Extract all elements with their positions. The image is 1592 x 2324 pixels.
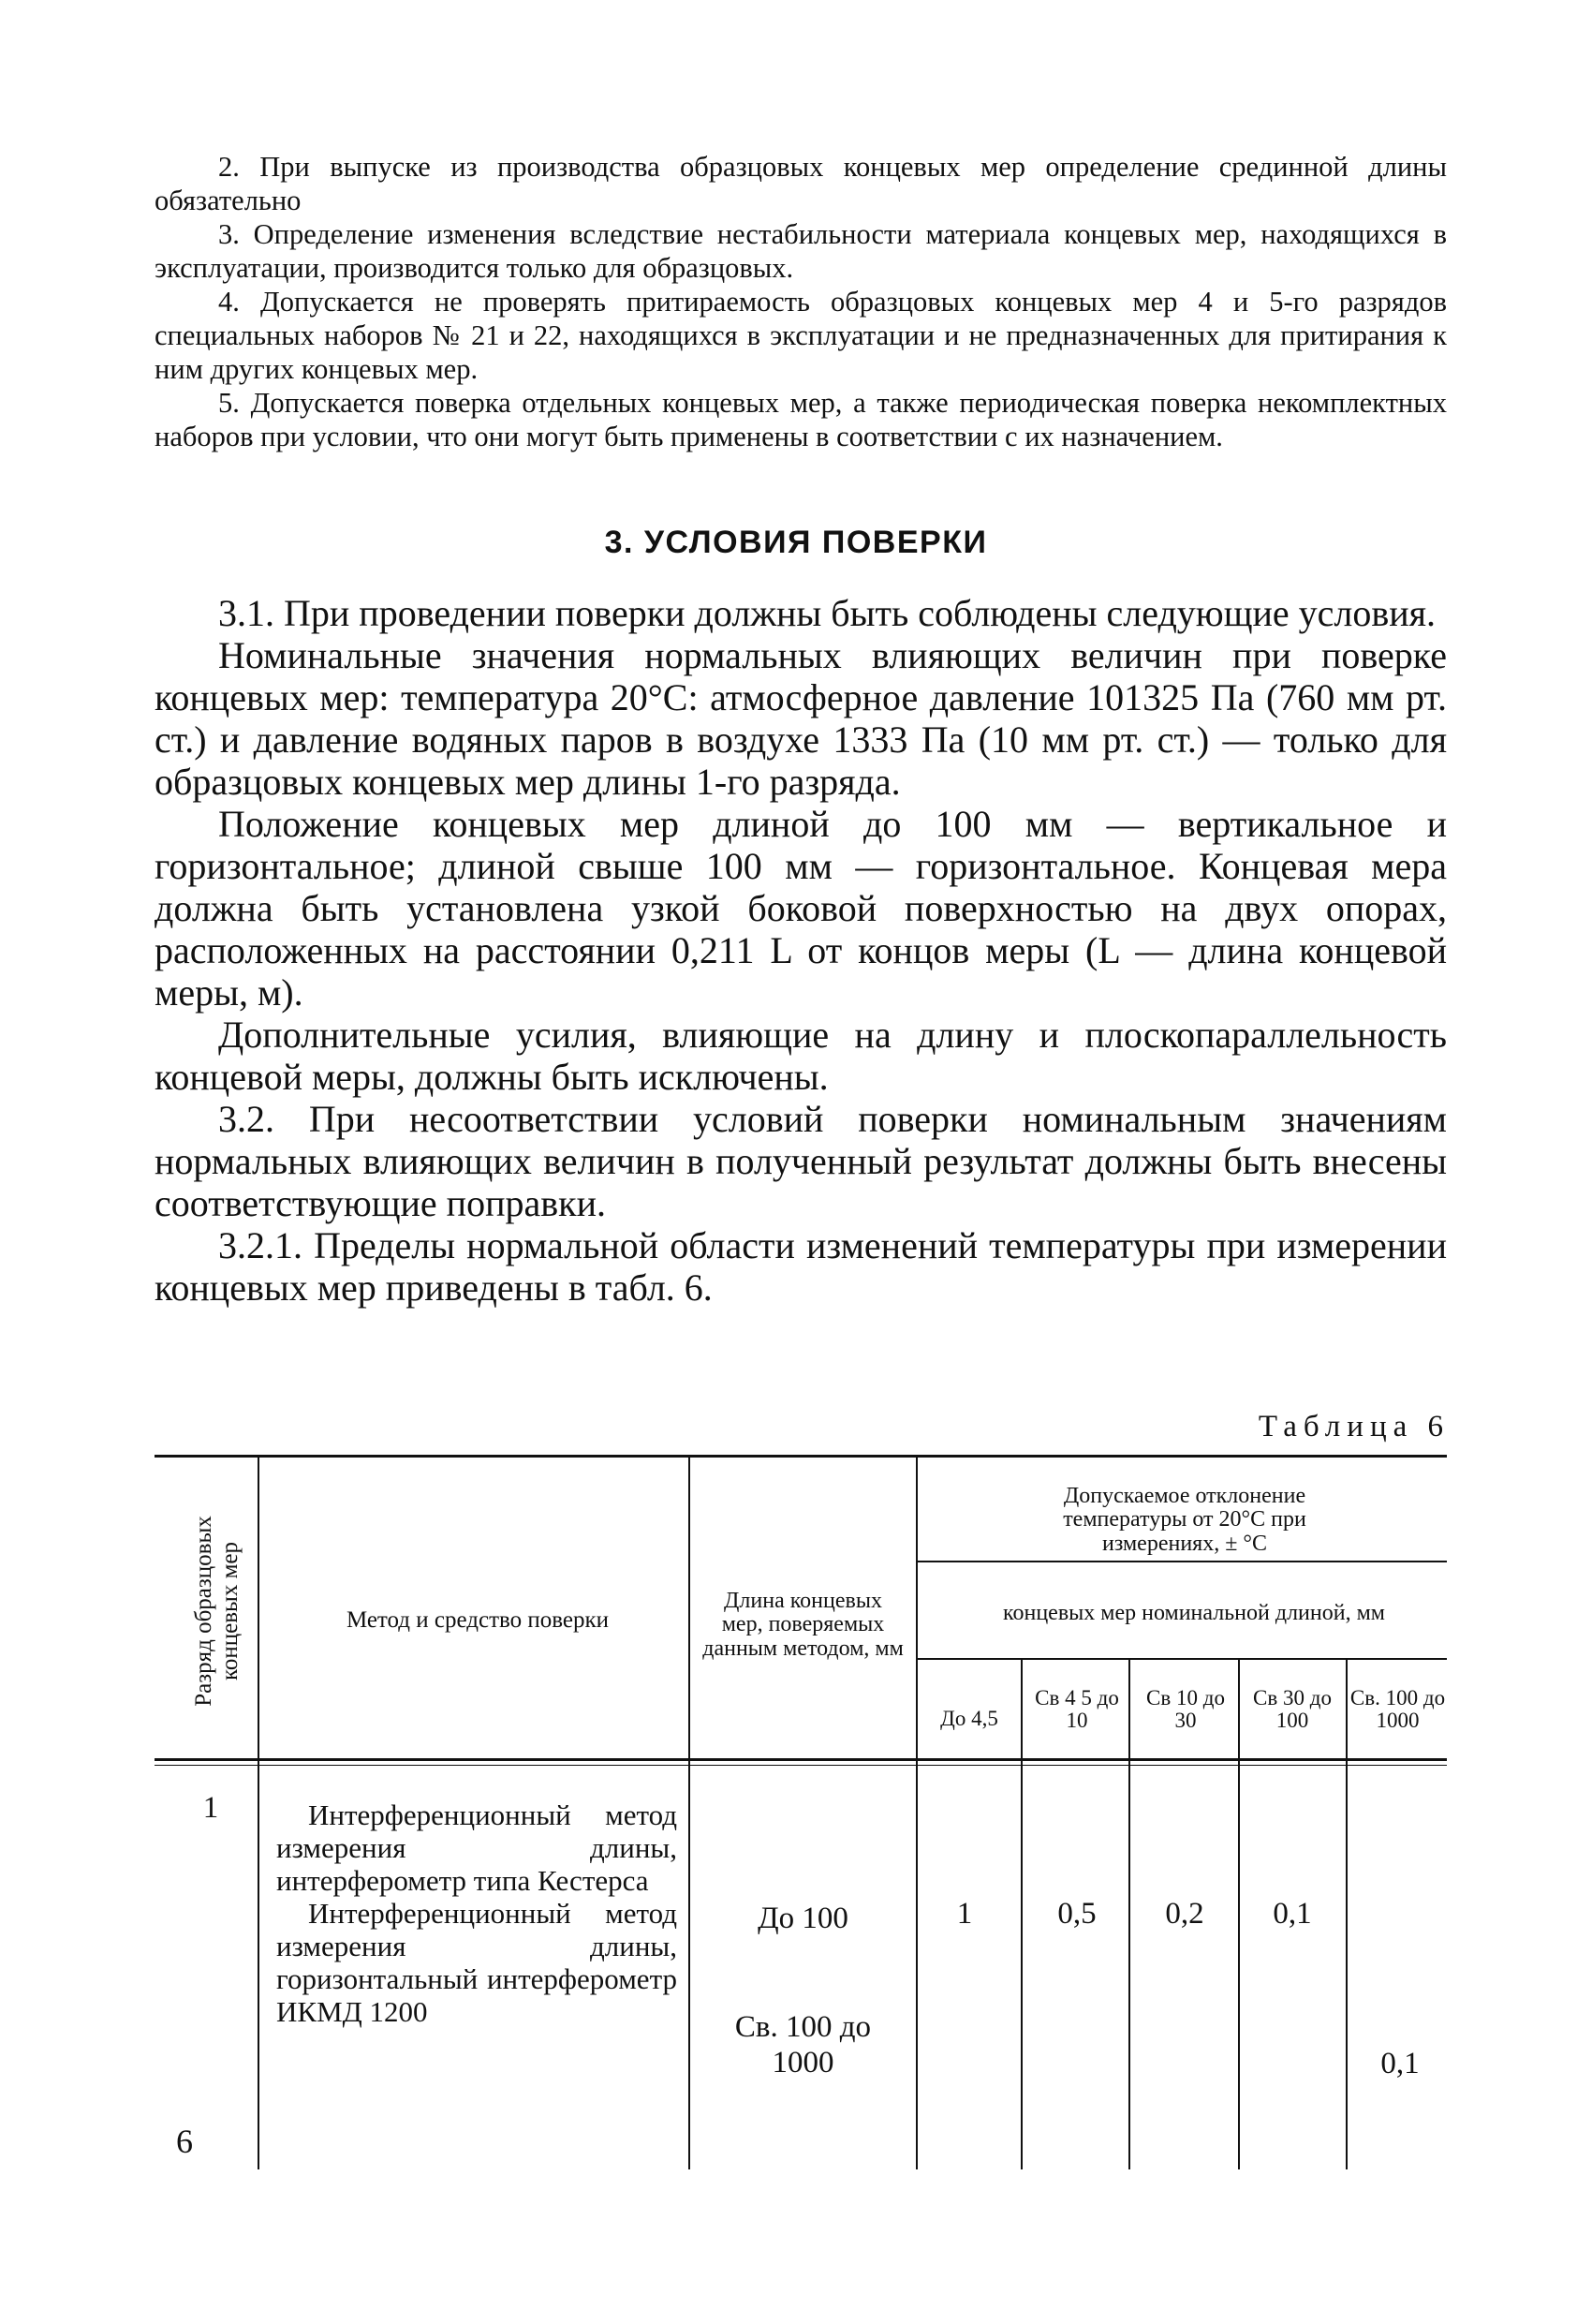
- header-range-1: До 4,5: [940, 1706, 998, 1730]
- header-range-3: Св 10 до 30: [1146, 1685, 1225, 1732]
- section-title: 3. УСЛОВИЯ ПОВЕРКИ: [604, 525, 988, 560]
- note-3: 3. Определение изменения вследствие нестабильности материала концевых мер, находящихся в эксплуатации, производится только для образцовых.: [155, 218, 1447, 284]
- note-2: 2. При выпуске из производства образцовых концевых мер определение срединной длины обязательно: [155, 151, 1447, 216]
- note-4: 4. Допускается не проверять притираемость образцовых концевых мер 4 и 5-го разрядов специальных наборов № 21 и 22, находящихся в эксплуатации и не предназначенных для притирания к ним других концевых мер.: [155, 286, 1447, 385]
- col-sep-5: [1128, 1658, 1130, 2169]
- paragraph-nominal-values: Номинальные значения нормальных влияющих величин при поверке концевых мер: температура 20°С: атмосферное давление 101325 Па (760 мм рт. ст.) и давление водяных паров в воздухе 1333 Па (10 мм рт. ст.) — только для образцовых концевых мер длины 1-го разряда.: [155, 634, 1447, 803]
- method-2: Интерференционный метод измерения длины, горизонтальный интерферометр ИКМД 1200: [276, 1897, 677, 2028]
- note-5: 5. Допускается поверка отдельных концевых мер, а также периодическая поверка некомплектных наборов при условии, что они могут быть применены в соответствии с их назначением.: [155, 387, 1447, 452]
- table-caption: Таблица 6: [1258, 1410, 1450, 1443]
- value-4-5-to-10: 0,5: [1057, 1897, 1097, 1931]
- page-number: 6: [176, 2123, 193, 2160]
- col-sep-3: [916, 1458, 918, 2169]
- value-100-to-1000: 0,1: [1380, 2047, 1420, 2080]
- header-deviation: Допускаемое отклонение температуры от 20°С при измерениях, ± °С: [1063, 1484, 1306, 1556]
- header-nominal: концевых мер номинальной длиной, мм: [1003, 1601, 1385, 1626]
- col-sep-6: [1238, 1658, 1240, 2169]
- notes-block: [155, 150, 1447, 453]
- paragraph-3-2: 3.2. При несоответствии условий поверки номинальным значениям нормальных влияющих величин в полученный результат должны быть внесены соответствующие поправки.: [155, 1098, 1447, 1224]
- paragraph-3-2-1: 3.2.1. Пределы нормальной области изменений температуры при измерении концевых мер приведены в табл. 6.: [155, 1224, 1447, 1309]
- value-30-to-100: 0,1: [1273, 1897, 1312, 1931]
- row-rank: 1: [202, 1791, 219, 1825]
- paragraph-position: Положение концевых мер длиной до 100 мм — вертикальное и горизонтальное; длиной свыше 100 мм — горизонтальное. Концевая мера должна быть установлена узкой боковой поверхностью на двух опорах, расположенных на расстоянии 0,211 L от концов меры (L — длина концевой меры, м).: [155, 803, 1447, 1014]
- nominal-rule: [916, 1658, 1447, 1660]
- table-top-rule: [155, 1455, 1447, 1458]
- method-1: Интерференционный метод измерения длины, интерферометр типа Кестерса: [276, 1799, 677, 1897]
- header-range-2: Св 4 5 до 10: [1035, 1685, 1119, 1732]
- table-header-rule: [155, 1758, 1447, 1761]
- paragraph-3-1: 3.1. При проведении поверки должны быть соблюдены следующие условия.: [218, 592, 1437, 634]
- value-upto-4-5: 1: [956, 1897, 973, 1931]
- header-length: Длина концевых мер, поверяемых данным методом, мм: [702, 1589, 904, 1661]
- length-2: Св. 100 до 1000: [734, 2010, 872, 2080]
- header-method: Метод и средство поверки: [346, 1606, 610, 1633]
- row-methods: [276, 1799, 677, 2028]
- header-range-4: Св 30 до 100: [1253, 1685, 1332, 1732]
- paragraph-additional-forces: Дополнительные усилия, влияющие на длину и плоскопараллельность концевой меры, должны быть исключены.: [155, 1014, 1447, 1098]
- col-sep-2: [688, 1458, 690, 2169]
- value-10-to-30: 0,2: [1165, 1897, 1204, 1931]
- col-sep-7: [1346, 1658, 1348, 2169]
- length-1: До 100: [758, 1902, 848, 1935]
- header-rank: Разряд образцовых концевых мер: [191, 1516, 243, 1707]
- header-range-5: Св. 100 до 1000: [1349, 1685, 1446, 1732]
- body-text: [155, 592, 1447, 1309]
- table-header-rule-2: [155, 1765, 1447, 1766]
- col-sep-4: [1021, 1658, 1023, 2169]
